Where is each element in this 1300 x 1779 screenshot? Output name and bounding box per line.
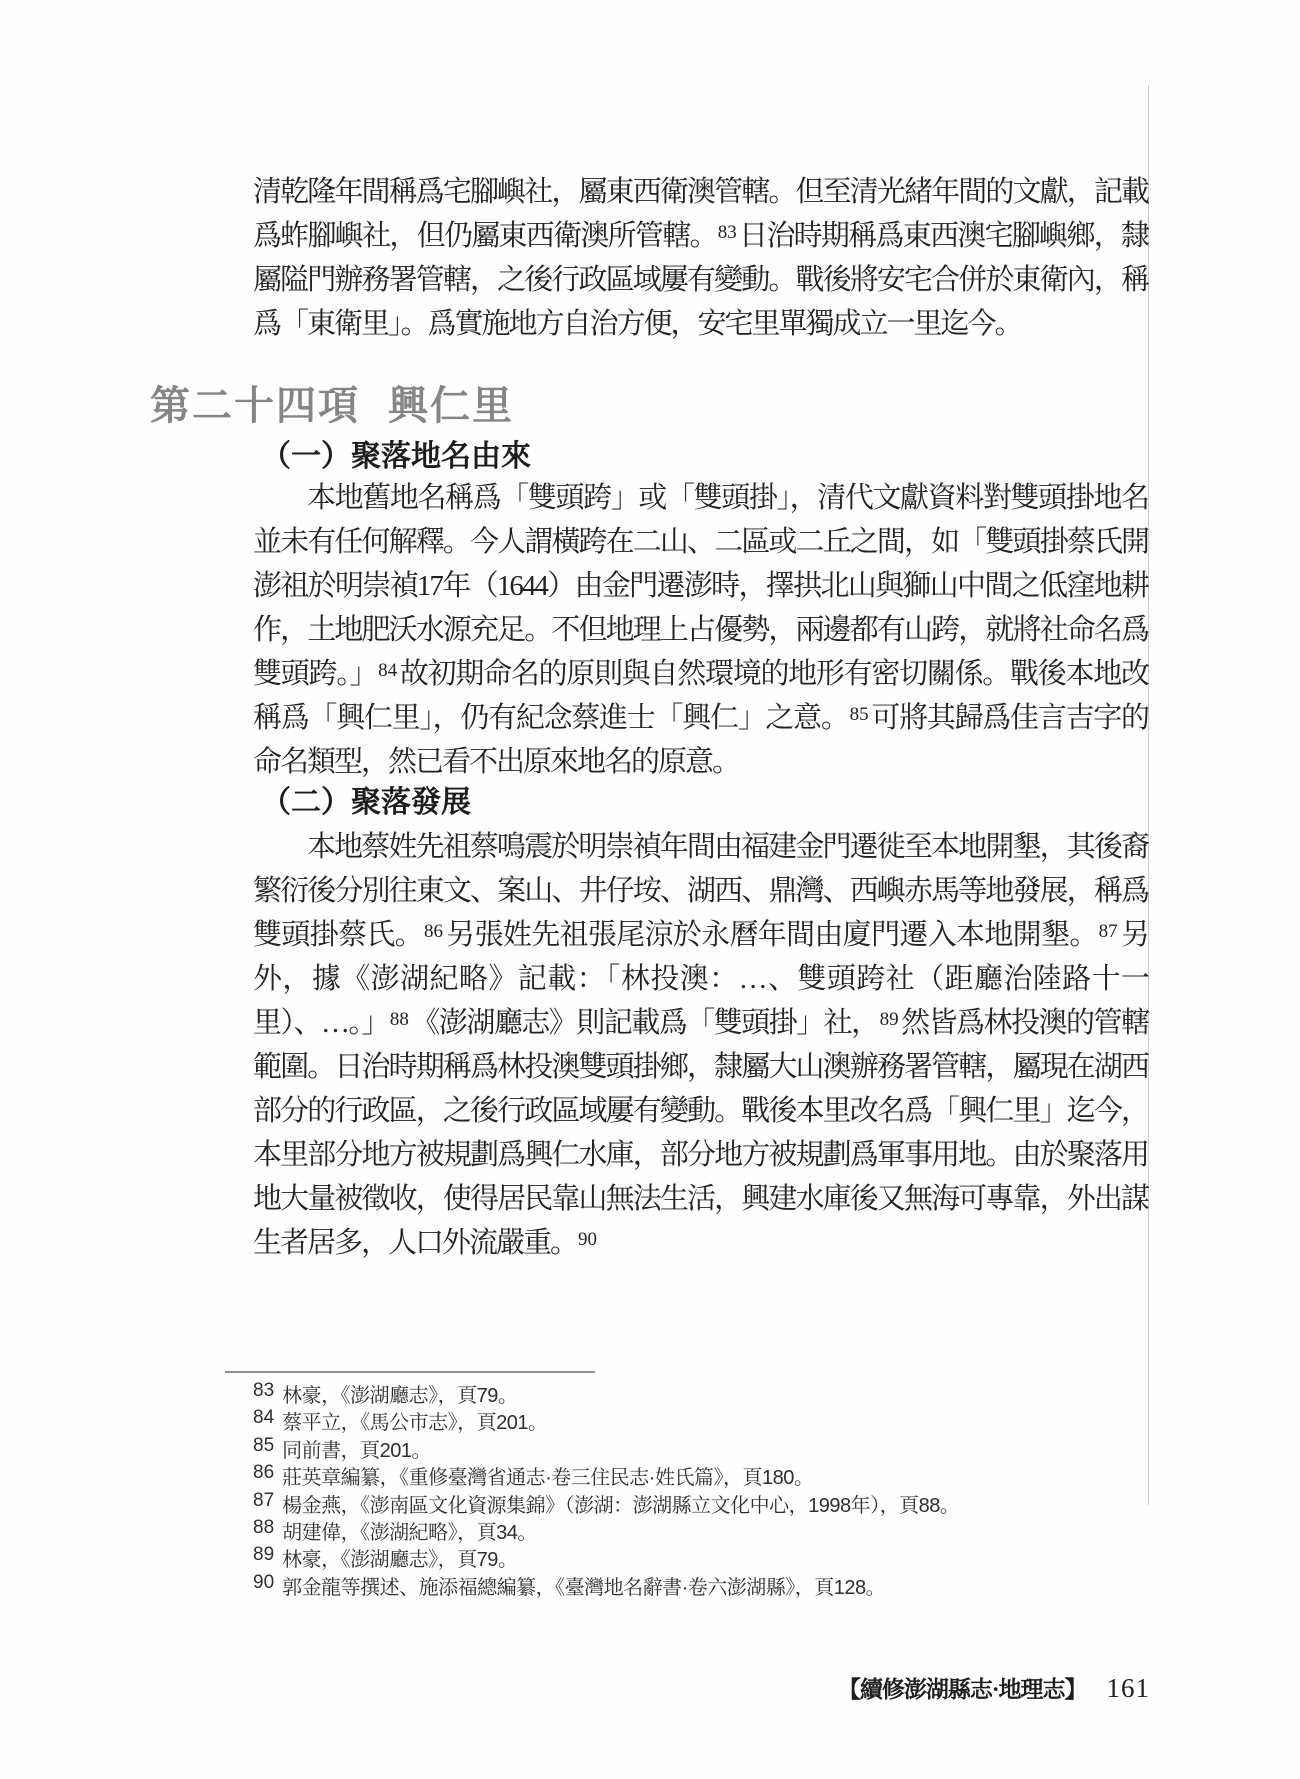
footnote-ref: 85	[849, 704, 869, 725]
subsection-1-heading: （一）聚落地名由來	[261, 440, 531, 473]
footnote-number: 90	[253, 1571, 275, 1593]
footnote-text: 楊金燕，《澎南區文化資源集錦》（澎湖：澎湖縣立文化中心，1998年），頁88。	[282, 1494, 960, 1517]
section-heading	[150, 382, 514, 430]
footnote-number: 88	[253, 1517, 275, 1539]
footnote-item	[253, 1434, 1173, 1465]
paragraph-continuation: 清乾隆年間稱爲宅腳嶼社，屬東西衛澳管轄。但至清光緒年間的文獻，記載爲蚱腳嶼社，但仍屬東西衛澳所管轄。$^{83}$日治時期稱爲東西澳宅腳嶼鄉，隸屬隘門辦務署管轄，之後行政區域屢有變動。戰後將安宅合併於東衛內，稱爲「東衛里」。爲實施地方自治方便，安宅里單獨成立一里迄今。	[253, 176, 1148, 340]
footnote-ref: 87	[1098, 921, 1118, 942]
footnote-item	[253, 1571, 1173, 1602]
footnote-ref: 89	[879, 1009, 899, 1030]
footnote-item	[253, 1517, 1173, 1547]
paragraph-settlement-development: 本地蔡姓先祖蔡鳴震於明崇禎年間由福建金門遷徙至本地開墾，其後裔繁衍後分別往東文、案山、井仔垵、湖西、鼎灣、西嶼赤馬等地發展，稱爲雙頭掛蔡氏。$^{86}$另張姓先祖張尾涼於永曆年間由廈門遷入本地開墾。$^{87}$另外，據《澎湖紀略》記載：「林投澳：…、雙頭跨社（距廳治陸路十一里）、…。」$^{88}$《澎湖廳志》則記載爲「雙頭掛」社，$^{89}$然皆爲林投澳的管轄範圍。日治時期稱爲林投澳雙頭掛鄉，隸屬大山澳辦務署管轄，屬現在湖西部分的行政區，之後行政區域屢有變動。戰後本里改名爲「興仁里」迄今，本里部分地方被規劃爲興仁水庫，部分地方被規劃爲軍事用地。由於聚落用地大量被徵收，使得居民靠山無法生活，興建水庫後又無海可專靠，外出謀生者居多，人口外流嚴重。$^{90}$	[253, 831, 1148, 1259]
page-footer	[838, 1671, 1150, 1704]
footnote-number: 85	[253, 1434, 275, 1456]
footnote-number: 84	[253, 1407, 275, 1429]
footnote-number: 83	[253, 1380, 275, 1401]
footnote-ref: 84	[378, 660, 398, 681]
footnote-ref: 86	[423, 921, 443, 942]
footnote-ref: 88	[389, 1009, 409, 1030]
footnote-number: 86	[253, 1462, 275, 1484]
footnote-ref: 90	[578, 1229, 598, 1250]
footnote-text: 林豪，《澎湖廳志》，頁79。	[282, 1549, 518, 1572]
footnote-item	[253, 1544, 1173, 1574]
page-edge-line	[1148, 85, 1149, 1505]
footnote-item	[253, 1380, 1173, 1410]
page-number: 161	[1106, 1673, 1150, 1703]
section-title: 興仁里	[388, 384, 514, 428]
footnote-text: 莊英章編纂，《重修臺灣省通志·卷三住民志·姓氏篇》，頁180。	[282, 1467, 814, 1490]
footnote-item	[253, 1489, 1173, 1520]
footnote-text: 同前書，頁201。	[282, 1439, 432, 1462]
footnote-text: 郭金龍等撰述、施添福總編纂，《臺灣地名辭書·卷六澎湖縣》，頁128。	[282, 1576, 886, 1599]
footnote-item	[253, 1462, 1173, 1492]
footnote-ref: 83	[717, 222, 737, 243]
footnote-text: 胡建偉，《澎湖紀略》，頁34。	[282, 1522, 537, 1545]
footnote-number: 87	[253, 1489, 275, 1511]
paragraph-place-name-origin: 本地舊地名稱爲「雙頭跨」或「雙頭掛」，清代文獻資料對雙頭掛地名並未有任何解釋。今人謂橫跨在二山、二區或二丘之間，如「雙頭掛蔡氏開澎祖於明崇禎17年（1644）由金門遷澎時，擇拱北山與獅山中間之低窪地耕作，土地肥沃水源充足。不但地理上占優勢，兩邊都有山跨，就將社命名爲雙頭跨。」$^{84}$故初期命名的原則與自然環境的地形有密切關係。戰後本地改稱爲「興仁里」，仍有紀念蔡進士「興仁」之意。$^{85}$可將其歸爲佳言吉字的命名類型，然已看不出原來地名的原意。	[253, 482, 1148, 778]
footnote-text: 林豪，《澎湖廳志》，頁79。	[282, 1385, 518, 1407]
book-title: 【續修澎湖縣志·地理志】	[837, 1677, 1087, 1702]
footnote-separator	[225, 1371, 595, 1373]
footnotes-list	[253, 1380, 1173, 1602]
footnote-item	[253, 1407, 1173, 1437]
footnote-text: 蔡平立，《馬公市志》，頁201。	[282, 1412, 548, 1435]
subsection-2-heading: （二）聚落發展	[261, 786, 471, 819]
section-number: 第二十四項	[150, 384, 360, 428]
footnote-number: 89	[253, 1544, 275, 1566]
